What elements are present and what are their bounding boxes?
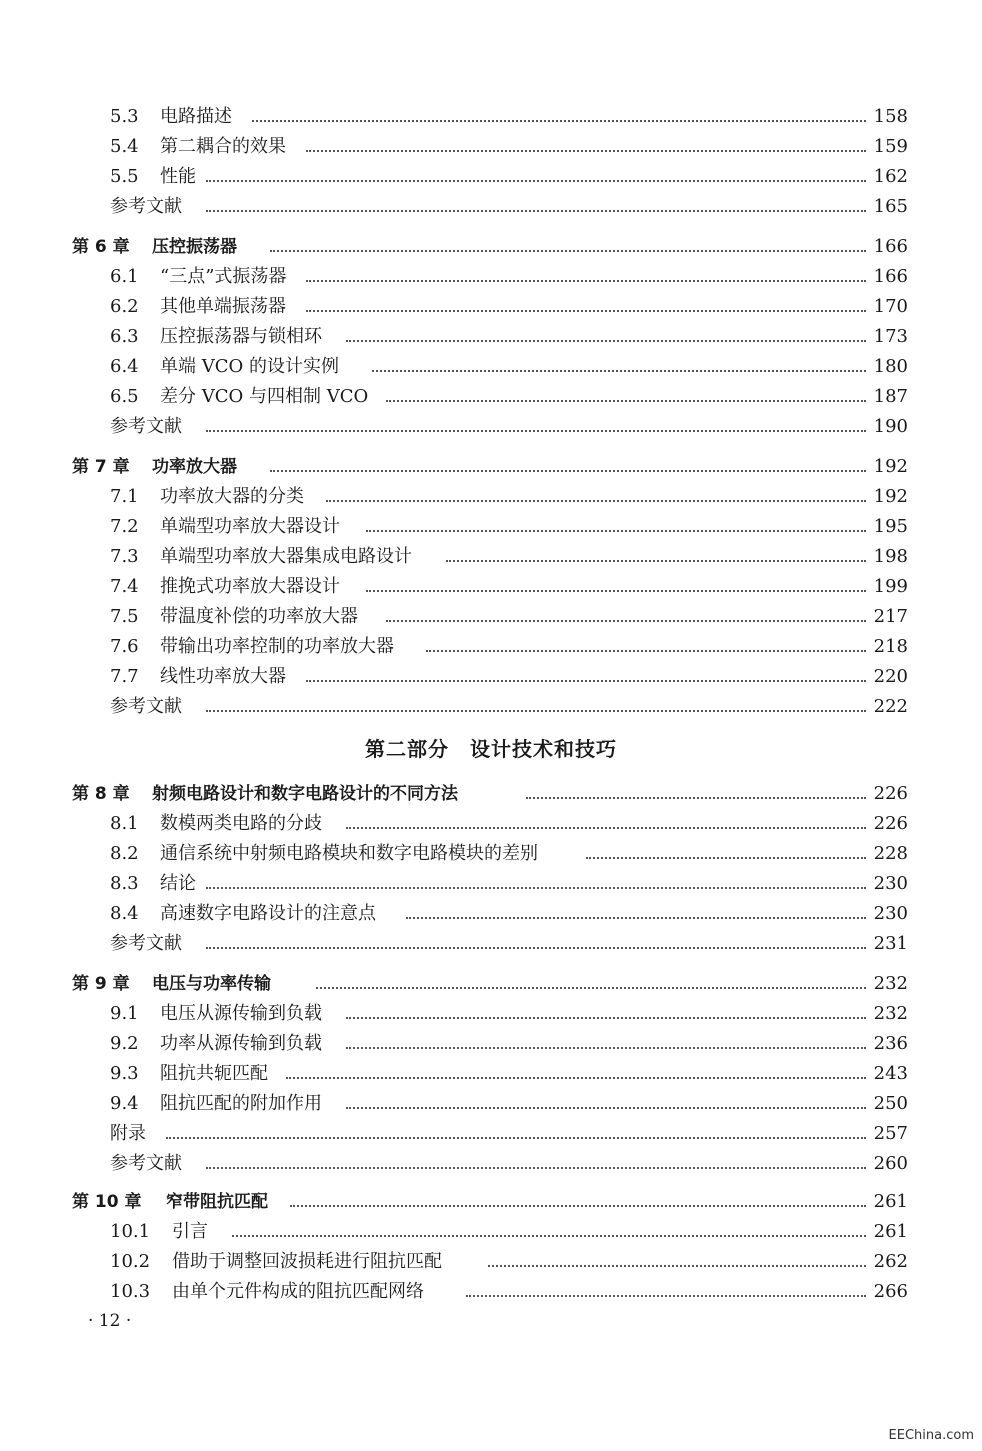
dot-leader <box>206 887 866 889</box>
page-number: 232 <box>873 1003 908 1024</box>
entry-title: 参考文献 <box>110 196 182 217</box>
entry-title: 参考文献 <box>110 416 182 437</box>
section-number: 5.5 <box>110 166 139 187</box>
entry-title: 线性功率放大器 <box>160 666 286 687</box>
entry-title: 带温度补偿的功率放大器 <box>160 606 358 627</box>
entry-title: 阻抗共轭匹配 <box>160 1063 268 1084</box>
entry-title: 推挽式功率放大器设计 <box>160 576 340 597</box>
page-number: 262 <box>873 1251 908 1272</box>
dot-leader <box>466 1295 866 1297</box>
dot-leader <box>346 340 866 342</box>
entry-title: 电压从源传输到负载 <box>160 1003 322 1024</box>
section-number: 6.2 <box>110 296 139 317</box>
toc-chapter-entry[interactable] <box>0 454 982 480</box>
page-number: 261 <box>873 1221 908 1242</box>
entry-title: 通信系统中射频电路模块和数字电路模块的差别 <box>160 843 538 864</box>
chapter-number: 第 7 章 <box>72 457 130 477</box>
page-number: 220 <box>873 666 908 687</box>
dot-leader <box>290 1205 866 1207</box>
chapter-title: 电压与功率传输 <box>152 974 271 994</box>
section-number: 9.2 <box>110 1033 139 1054</box>
entry-title: 引言 <box>172 1221 208 1242</box>
page-number: 261 <box>873 1191 908 1212</box>
section-number: 7.7 <box>110 666 139 687</box>
section-number: 5.4 <box>110 136 139 157</box>
page-number: 257 <box>873 1123 908 1144</box>
toc-entry[interactable] <box>0 104 982 130</box>
toc-entry[interactable] <box>0 194 982 220</box>
entry-title: 单端型功率放大器设计 <box>160 516 340 537</box>
section-number: 9.3 <box>110 1063 139 1084</box>
dot-leader <box>386 400 866 402</box>
section-number: 10.3 <box>110 1281 151 1302</box>
dot-leader <box>206 947 866 949</box>
entry-title: 结论 <box>160 873 196 894</box>
page-number: 232 <box>873 973 908 994</box>
section-number: 7.2 <box>110 516 139 537</box>
section-number: 7.1 <box>110 486 139 507</box>
page-number: 158 <box>873 106 908 127</box>
page-number: 260 <box>873 1153 908 1174</box>
entry-title: 借助于调整回波损耗进行阻抗匹配 <box>172 1251 442 1272</box>
page-number: 228 <box>873 843 908 864</box>
section-number: 8.4 <box>110 903 139 924</box>
dot-leader <box>446 560 866 562</box>
dot-leader <box>426 650 866 652</box>
dot-leader <box>206 1167 866 1169</box>
toc-entry[interactable] <box>0 1279 982 1305</box>
dot-leader <box>366 590 866 592</box>
chapter-number: 第 9 章 <box>72 974 130 994</box>
chapter-number: 第 10 章 <box>72 1192 142 1212</box>
page-number: 199 <box>873 576 908 597</box>
dot-leader <box>406 917 866 919</box>
entry-title: 压控振荡器与锁相环 <box>160 326 322 347</box>
page-number: 226 <box>873 813 908 834</box>
chapter-title: 窄带阻抗匹配 <box>166 1192 268 1212</box>
toc-entry[interactable] <box>0 1061 982 1087</box>
dot-leader <box>306 310 866 312</box>
page-number: 192 <box>873 486 908 507</box>
page-number: 230 <box>873 903 908 924</box>
toc-entry[interactable] <box>0 264 982 290</box>
entry-title: 其他单端振荡器 <box>160 296 286 317</box>
section-number: 5.3 <box>110 106 139 127</box>
page-number: 180 <box>873 356 908 377</box>
watermark: EEChina.com <box>888 1428 974 1443</box>
dot-leader <box>270 470 866 472</box>
section-number: 6.4 <box>110 356 139 377</box>
chapter-title: 功率放大器 <box>152 457 237 477</box>
section-number: 8.2 <box>110 843 139 864</box>
toc-entry[interactable] <box>0 384 982 410</box>
page-number: 192 <box>873 456 908 477</box>
page-number: 165 <box>873 196 908 217</box>
dot-leader <box>270 250 866 252</box>
section-number: 7.3 <box>110 546 139 567</box>
page-number: 170 <box>873 296 908 317</box>
toc-entry[interactable] <box>0 134 982 160</box>
entry-title: 数模两类电路的分歧 <box>160 813 322 834</box>
toc-entry[interactable] <box>0 634 982 660</box>
toc-chapter-entry[interactable] <box>0 1189 982 1215</box>
entry-title: 阻抗匹配的附加作用 <box>160 1093 322 1114</box>
page-number: 218 <box>873 636 908 657</box>
toc-entry[interactable] <box>0 1001 982 1027</box>
dot-leader <box>166 1137 866 1139</box>
toc-entry[interactable] <box>0 1091 982 1117</box>
section-number: 7.6 <box>110 636 139 657</box>
page-number: 159 <box>873 136 908 157</box>
dot-leader <box>326 500 866 502</box>
section-number: 6.3 <box>110 326 139 347</box>
dot-leader <box>306 280 866 282</box>
toc-entry[interactable] <box>0 1249 982 1275</box>
page-number: 222 <box>873 696 908 717</box>
toc-entry[interactable] <box>0 811 982 837</box>
toc-chapter-entry[interactable] <box>0 781 982 807</box>
entry-title: 附录 <box>110 1123 146 1144</box>
page-number: 230 <box>873 873 908 894</box>
dot-leader <box>206 430 866 432</box>
dot-leader <box>366 530 866 532</box>
page-number: 173 <box>873 326 908 347</box>
chapter-number: 第 8 章 <box>72 784 130 804</box>
toc-entry[interactable] <box>0 931 982 957</box>
page-number: 266 <box>873 1281 908 1302</box>
toc-entry[interactable] <box>0 694 982 720</box>
dot-leader <box>232 1235 866 1237</box>
page-number: 166 <box>873 236 908 257</box>
toc-entry[interactable] <box>0 354 982 380</box>
section-number: 8.3 <box>110 873 139 894</box>
toc-entry[interactable] <box>0 901 982 927</box>
entry-title: “三点”式振荡器 <box>160 266 287 287</box>
section-number: 8.1 <box>110 813 139 834</box>
dot-leader <box>372 370 866 372</box>
entry-title: 参考文献 <box>110 696 182 717</box>
toc-entry[interactable] <box>0 324 982 350</box>
page-folio: · 12 · <box>88 1311 132 1331</box>
toc-entry[interactable] <box>0 414 982 440</box>
entry-title: 功率从源传输到负载 <box>160 1033 322 1054</box>
toc-entry[interactable] <box>0 574 982 600</box>
dot-leader <box>346 827 866 829</box>
entry-title: 单端 VCO 的设计实例 <box>160 356 339 377</box>
entry-title: 功率放大器的分类 <box>160 486 304 507</box>
dot-leader <box>488 1265 866 1267</box>
toc-entry[interactable] <box>0 841 982 867</box>
section-number: 6.1 <box>110 266 139 287</box>
entry-title: 参考文献 <box>110 933 182 954</box>
page-number: 243 <box>873 1063 908 1084</box>
part-heading: 第二部分 设计技术和技巧 <box>365 737 617 761</box>
toc-entry[interactable] <box>0 514 982 540</box>
page-number: 217 <box>873 606 908 627</box>
entry-title: 性能 <box>160 166 196 187</box>
page-number: 236 <box>873 1033 908 1054</box>
dot-leader <box>206 180 866 182</box>
page-number: 198 <box>873 546 908 567</box>
entry-title: 由单个元件构成的阻抗匹配网络 <box>172 1281 424 1302</box>
toc-entry[interactable] <box>0 871 982 897</box>
dot-leader <box>316 987 866 989</box>
toc-entry[interactable] <box>0 664 982 690</box>
dot-leader <box>526 797 866 799</box>
dot-leader <box>306 680 866 682</box>
entry-title: 高速数字电路设计的注意点 <box>160 903 376 924</box>
dot-leader <box>386 620 866 622</box>
toc-chapter-entry[interactable] <box>0 234 982 260</box>
page-number: 195 <box>873 516 908 537</box>
toc-entry[interactable] <box>0 1121 982 1147</box>
section-number: 10.1 <box>110 1221 151 1242</box>
toc-entry[interactable] <box>0 1219 982 1245</box>
section-number: 9.1 <box>110 1003 139 1024</box>
dot-leader <box>252 120 866 122</box>
dot-leader <box>346 1047 866 1049</box>
entry-title: 差分 VCO 与四相制 VCO <box>160 386 369 407</box>
toc-entry[interactable] <box>0 604 982 630</box>
page-number: 226 <box>873 783 908 804</box>
page-number: 250 <box>873 1093 908 1114</box>
section-number: 7.5 <box>110 606 139 627</box>
dot-leader <box>586 857 866 859</box>
toc-entry[interactable] <box>0 294 982 320</box>
entry-title: 带输出功率控制的功率放大器 <box>160 636 394 657</box>
page-number: 187 <box>873 386 908 407</box>
toc-chapter-entry[interactable] <box>0 971 982 997</box>
toc-entry[interactable] <box>0 1031 982 1057</box>
chapter-number: 第 6 章 <box>72 237 130 257</box>
entry-title: 参考文献 <box>110 1153 182 1174</box>
page-number: 231 <box>873 933 908 954</box>
toc-entry[interactable] <box>0 1151 982 1177</box>
entry-title: 第二耦合的效果 <box>160 136 286 157</box>
section-number: 9.4 <box>110 1093 139 1114</box>
dot-leader <box>306 150 866 152</box>
dot-leader <box>206 710 866 712</box>
section-number: 6.5 <box>110 386 139 407</box>
section-number: 10.2 <box>110 1251 151 1272</box>
page-number: 166 <box>873 266 908 287</box>
dot-leader <box>346 1107 866 1109</box>
toc-entry[interactable] <box>0 164 982 190</box>
page-number: 190 <box>873 416 908 437</box>
dot-leader <box>286 1077 866 1079</box>
chapter-title: 压控振荡器 <box>152 237 237 257</box>
toc-entry[interactable] <box>0 484 982 510</box>
dot-leader <box>346 1017 866 1019</box>
chapter-title: 射频电路设计和数字电路设计的不同方法 <box>152 784 458 804</box>
page-number: 162 <box>873 166 908 187</box>
toc-entry[interactable] <box>0 544 982 570</box>
dot-leader <box>206 210 866 212</box>
entry-title: 单端型功率放大器集成电路设计 <box>160 546 412 567</box>
entry-title: 电路描述 <box>160 106 232 127</box>
section-number: 7.4 <box>110 576 139 597</box>
